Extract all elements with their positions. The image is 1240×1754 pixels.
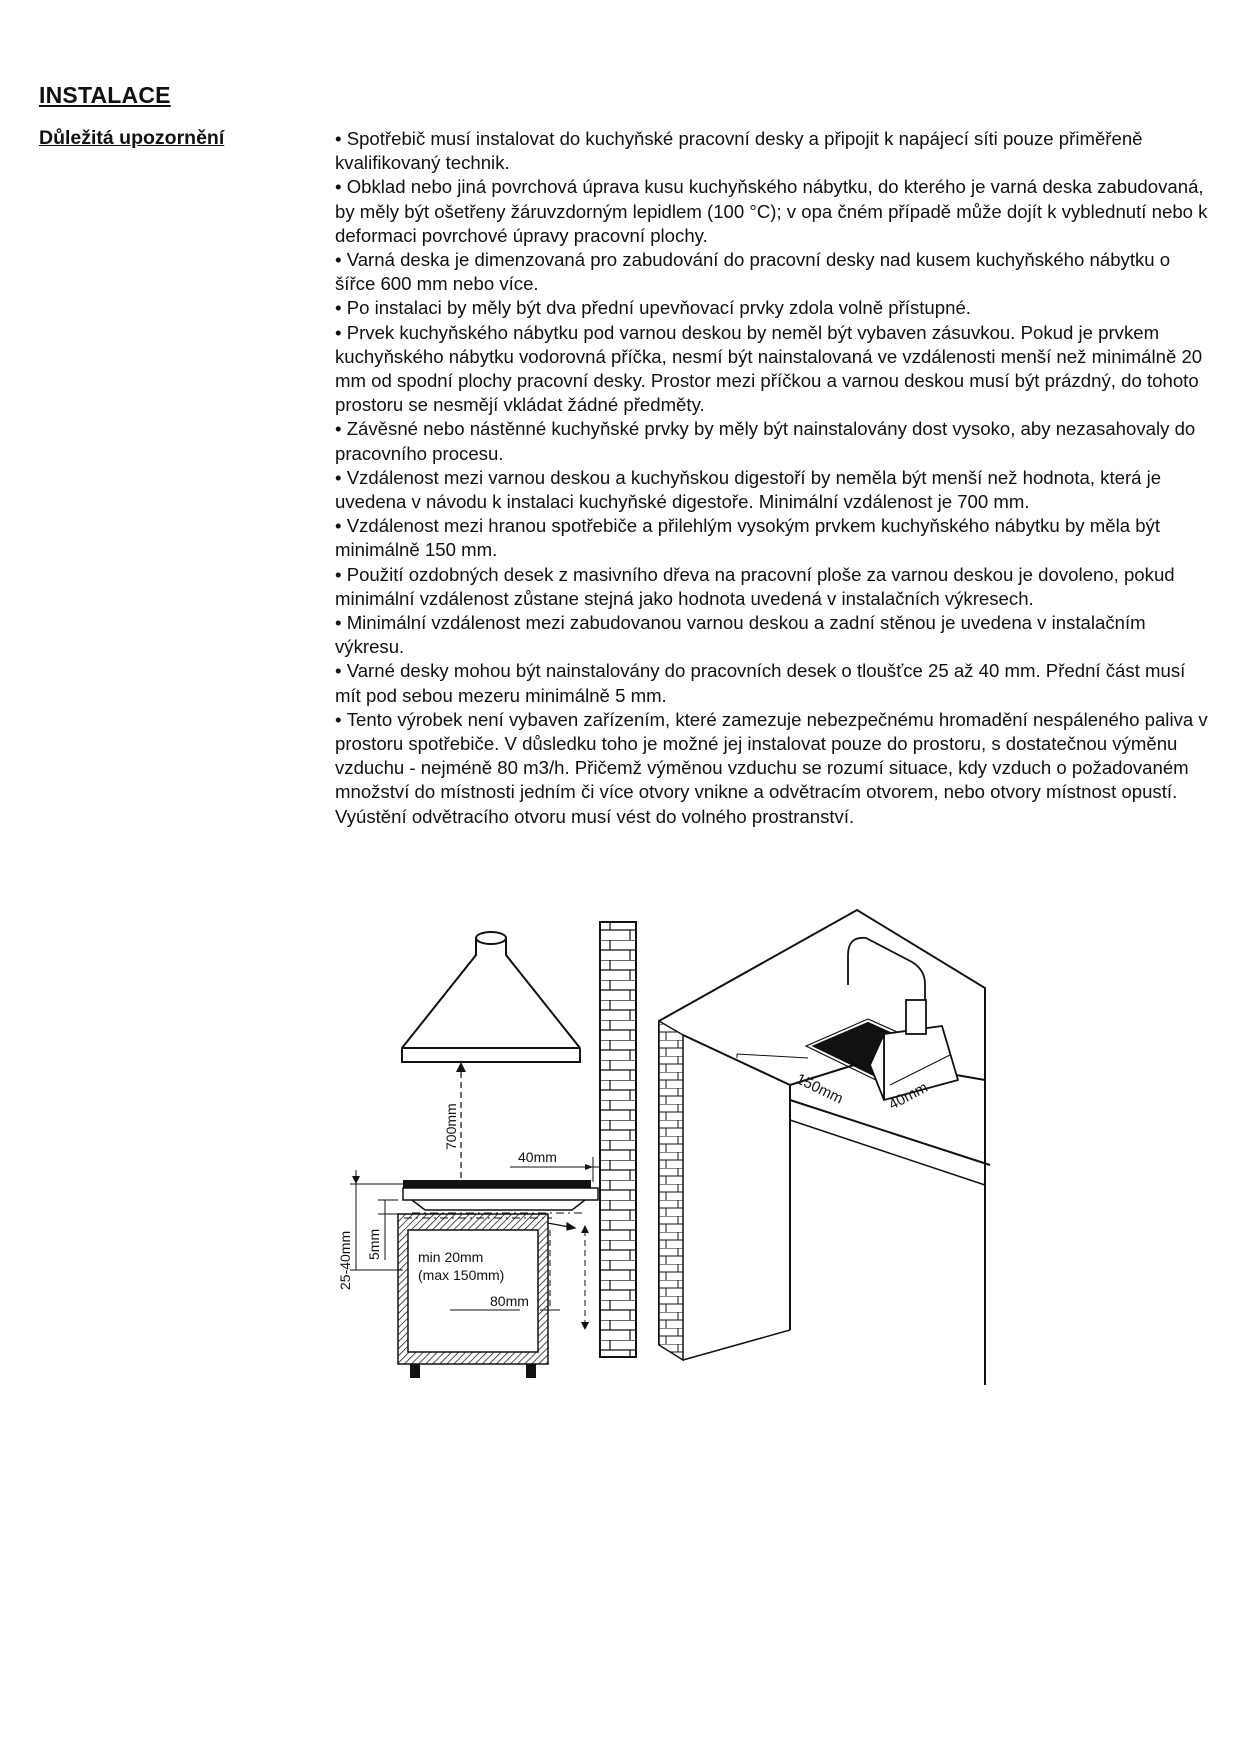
brick-wall — [600, 922, 636, 1357]
wall-gap-label: 40mm — [518, 1149, 557, 1165]
front-gap-label: 5mm — [366, 1228, 382, 1260]
note-item: • Prvek kuchyňského nábytku pod varnou deskou by neměl být vybaven zásuvkou. Pokud je prvkem kuchyňského nábytku vodorovná příčka, nesmí být nainstalovaná ve vzdálenosti menší než minimálně 20 mm od spodní plochy pracovní desky. Prostor mezi příčkou a varnou deskou musí být prázdný, do tohoto prostoru se nesmějí vkládat žádné předměty. — [335, 321, 1215, 418]
note-item: • Vzdálenost mezi varnou deskou a kuchyňskou digestoří by neměla být menší než hodnota, která je uvedena v návodu k instalaci kuchyňské digestoře. Minimální vzdálenost je 700 mm. — [335, 466, 1215, 514]
crossbar-min-label: min 20mm — [418, 1249, 484, 1265]
crossbar-max-label: (max 150mm) — [418, 1267, 505, 1283]
worktop-thickness-label: 25-40mm — [337, 1230, 353, 1290]
note-item: • Závěsné nebo nástěnné kuchyňské prvky by měly být nainstalovány dost vysoko, aby nezasahovaly do pracovního procesu. — [335, 417, 1215, 465]
installation-diagram — [0, 900, 1240, 1420]
back-distance-label: 40mm — [885, 1078, 931, 1114]
note-item: • Spotřebič musí instalovat do kuchyňské pracovní desky a připojit k napájecí síti pouze přiměřeně kvalifikovaný technik. — [335, 127, 1215, 175]
note-item: • Obklad nebo jiná povrchová úprava kusu kuchyňského nábytku, do kterého je varná deska zabudovaná, by měly být ošetřeny žáruvzdorným lepidlem (100 °C); v opa čném případě může dojít k vyblednutí nebo k deformaci povrchové úpravy pracovní plochy. — [335, 175, 1215, 248]
note-item: • Varná deska je dimenzovaná pro zabudování do pracovní desky nad kusem kuchyňského nábytku o šířce 600 mm nebo více. — [335, 248, 1215, 296]
perspective-drawing — [659, 910, 990, 1385]
installation-notes-list — [335, 127, 1215, 829]
section-subtitle: Důležitá upozornění — [39, 127, 225, 149]
hob-glass — [403, 1180, 591, 1188]
note-item: • Použití ozdobných desek z masivního dřeva na pracovní ploše za varnou deskou je dovoleno, pokud minimální vzdálenost zůstane stejná jako hodnota uvedená v instalačních výkresech. — [335, 563, 1215, 611]
note-item: • Minimální vzdálenost mezi zabudovanou varnou deskou a zadní stěnou je uvedena v instalačním výkresu. — [335, 611, 1215, 659]
extractor-hood — [402, 932, 580, 1062]
cross-section-drawing — [337, 922, 636, 1378]
note-item: • Tento výrobek není vybaven zařízením, které zamezuje nebezpečnému hromadění nespáleného paliva v prostoru spotřebiče. V důsledku toho je možné jej instalovat pouze do prostoru, s dostatečnou výměnu vzduchu - nejméně 80 m3/h. Přičemž výměnou vzduchu se rozumí situace, kdy vzduch o požadovaném množství do místnosti jedním či více otvory vnikne a odvětracím otvorem, nebo otvory místnost opustí. Vyústění odvětracího otvoru musí vést do volného prostranství. — [335, 708, 1215, 829]
note-item: • Po instalaci by měly být dva přední upevňovací prvky zdola volně přístupné. — [335, 296, 1215, 320]
worktop — [403, 1188, 598, 1200]
hood-distance-label: 700mm — [443, 1103, 459, 1150]
section-title: INSTALACE — [39, 82, 171, 108]
ventilation-label: 80mm — [490, 1293, 529, 1309]
note-item: • Varné desky mohou být nainstalovány do pracovních desek o tloušťce 25 až 40 mm. Přední část musí mít pod sebou mezeru minimálně 5 mm. — [335, 659, 1215, 707]
note-item: • Vzdálenost mezi hranou spotřebiče a přilehlým vysokým prvkem kuchyňského nábytku by měla být minimálně 150 mm. — [335, 514, 1215, 562]
side-distance-label: 150mm — [793, 1070, 846, 1108]
